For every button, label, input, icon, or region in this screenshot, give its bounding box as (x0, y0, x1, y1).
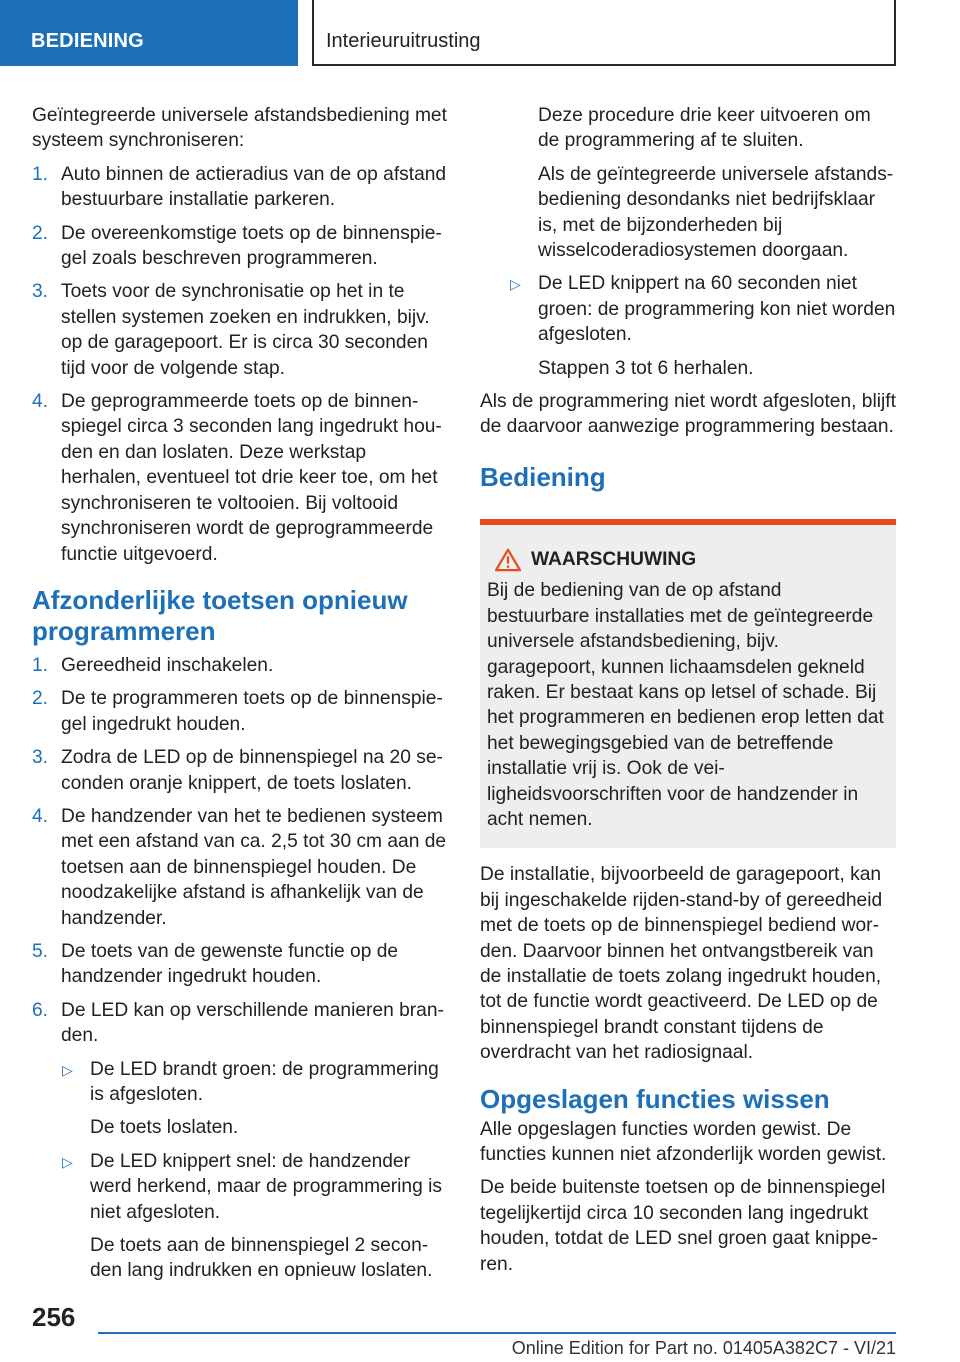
paragraph-operation: De installatie, bijvoorbeeld de garagepoort, kan bij ingeschakelde rijden-stand-by of gereedheid met de toets op de binnenspiegel bediend worden. Daarvoor binnen het ontvangstbereik van de installatie de toets zolang ingedrukt houden, tot de functie wordt geactiveerd. De LED op de binnenspiegel brandt constant tijdens de overdracht van het radiosignaal. (480, 864, 883, 1064)
list-item (61, 1149, 448, 1284)
continued-paragraph: Deze procedure drie keer uitvoeren om de programmering af te sluiten. (538, 105, 871, 152)
warning-triangle-icon (493, 548, 523, 572)
list-item (509, 271, 896, 381)
paragraph-delete-2: De beide buitenste toetsen op de binnenspiegel tegelijkertijd circa 10 seconden lang ingedrukt houden, totdat de LED snel groen gaat knipperen. (480, 1177, 886, 1275)
reprogram-steps-list (32, 653, 448, 1284)
led-cases-list (480, 271, 896, 381)
list-item (61, 1057, 448, 1141)
case-text: De LED knippert na 60 seconden niet groen: de programmering kon niet worden afgesloten. (538, 273, 896, 346)
triangle-bullet-icon: ▷ (510, 276, 521, 293)
list-item (32, 939, 448, 990)
step-text: Auto binnen de actieradius van de op afstand bestuurbare installatie parkeren. (61, 163, 447, 211)
step-text: De te programmeren toets op de binnenspiegel ingedrukt houden. (61, 688, 443, 735)
heading-delete: Opgeslagen functies wissen (480, 1083, 830, 1114)
list-item (32, 686, 448, 737)
intro-paragraph: Geïntegreerde universele afstandsbediening met systeem synchroniseren: (32, 105, 447, 152)
list-item (32, 389, 448, 567)
sync-steps-list (32, 162, 448, 567)
warning-text: Bij de bediening van de op afstand bestuurbare installaties met de geïntegreerde universele afstandsbediening, bijv. garagepoort, kunnen lichaamsdelen gekneld raken. Er bestaat kans op letsel of schade. Bij het programmeren en bedienen erop letten dat het bewegingsgebied van de betreffende installatie vrij is. Ook de veiligheidsvoorschriften voor de handzender in acht nemen. (487, 580, 884, 830)
case-text: De LED knippert snel: de handzender werd herkend, maar de programmering is niet afgesloten. (90, 1150, 442, 1223)
step-number: 4. (32, 391, 49, 413)
continued-paragraph: Als de geïntegreerde universele afstandsbediening desondanks niet bedrijfsklaar is, met de bijzonderheden bij wisselcoderadiosystemen doorgaan. (538, 163, 894, 262)
list-item (32, 279, 448, 381)
page-header (0, 0, 960, 66)
step-text: Zodra de LED op de binnenspiegel na 20 seconden oranje knippert, de toets loslaten. (61, 747, 443, 794)
footer-divider (98, 1332, 896, 1334)
paragraph-not-closed: Als de programmering niet wordt afgesloten, blijft de daarvoor aanwezige programmering bestaan. (480, 391, 896, 438)
warning-header (487, 547, 886, 572)
case-text: De LED brandt groen: de programmering is afgesloten. (90, 1058, 439, 1105)
step-number: 2. (32, 222, 49, 244)
heading-reprogram: Afzonderlijke toetsen opnieuw programmeren (32, 584, 408, 646)
step-text: De handzender van het te bedienen systeem met een afstand van ca. 2,5 tot 30 cm aan de toetsen aan de binnenspiegel houden. De noodzakelijke afstand is afhankelijk van de handzender. (61, 805, 447, 929)
triangle-bullet-icon: ▷ (62, 1153, 73, 1170)
case-action: De toets aan de binnenspiegel 2 seconden lang indrukken en opnieuw loslaten. (90, 1235, 433, 1282)
left-column (32, 103, 448, 1292)
list-item (32, 653, 448, 678)
step-number: 3. (32, 281, 49, 303)
list-item (32, 998, 448, 1284)
list-item (32, 162, 448, 213)
right-column (480, 103, 896, 1285)
step-number: 1. (32, 654, 49, 676)
paragraph-delete-1: Alle opgeslagen functies worden gewist. De functies kunnen niet afzonderlijk worden gewist. (480, 1118, 887, 1165)
step-number: 3. (32, 747, 49, 769)
edition-text: Online Edition for Part no. 01405A382C7 - VI/21 (511, 1338, 896, 1358)
triangle-bullet-icon: ▷ (62, 1061, 73, 1078)
step-number: 5. (32, 940, 49, 962)
list-item (32, 221, 448, 272)
step-text: Toets voor de synchronisatie op het in te stellen systemen zoeken en indrukken, bijv. op de garagepoort. Er is circa 30 seconden tijd voor de volgende stap. (61, 281, 430, 379)
step-text: De geprogrammeerde toets op de binnenspiegel circa 3 seconden lang ingedrukt houden en dan loslaten. Deze werkstap herhalen, eventueel tot drie keer toe, om het synchroniseren te voltooien. Bij voltooid synchroniseren wordt de geprogrammeerde functie uitgevoerd. (61, 391, 442, 565)
list-item (32, 745, 448, 796)
page-number: 256 (32, 1302, 76, 1332)
step-text: De toets van de gewenste functie op de handzender ingedrukt houden. (61, 940, 399, 988)
step-text: De LED kan op verschillende manieren branden. (61, 999, 444, 1047)
case-action: De toets loslaten. (90, 1117, 239, 1139)
subsection-tab: Interieuruitrusting (312, 0, 896, 66)
step-number: 6. (32, 999, 49, 1021)
heading-operation: Bediening (480, 461, 606, 492)
step-number: 2. (32, 688, 49, 710)
step-text: De overeenkomstige toets op de binnenspiegel zoals beschreven programmeren. (61, 222, 442, 270)
step-number: 4. (32, 805, 49, 827)
warning-title: WAARSCHUWING (531, 548, 697, 570)
step-number: 1. (32, 163, 49, 185)
warning-box (480, 519, 896, 848)
led-cases-list (61, 1057, 448, 1284)
step-text: Gereedheid inschakelen. (61, 654, 274, 676)
section-tab: BEDIENING (0, 0, 298, 66)
case-action: Stappen 3 tot 6 herhalen. (538, 357, 754, 379)
list-item (32, 804, 448, 931)
